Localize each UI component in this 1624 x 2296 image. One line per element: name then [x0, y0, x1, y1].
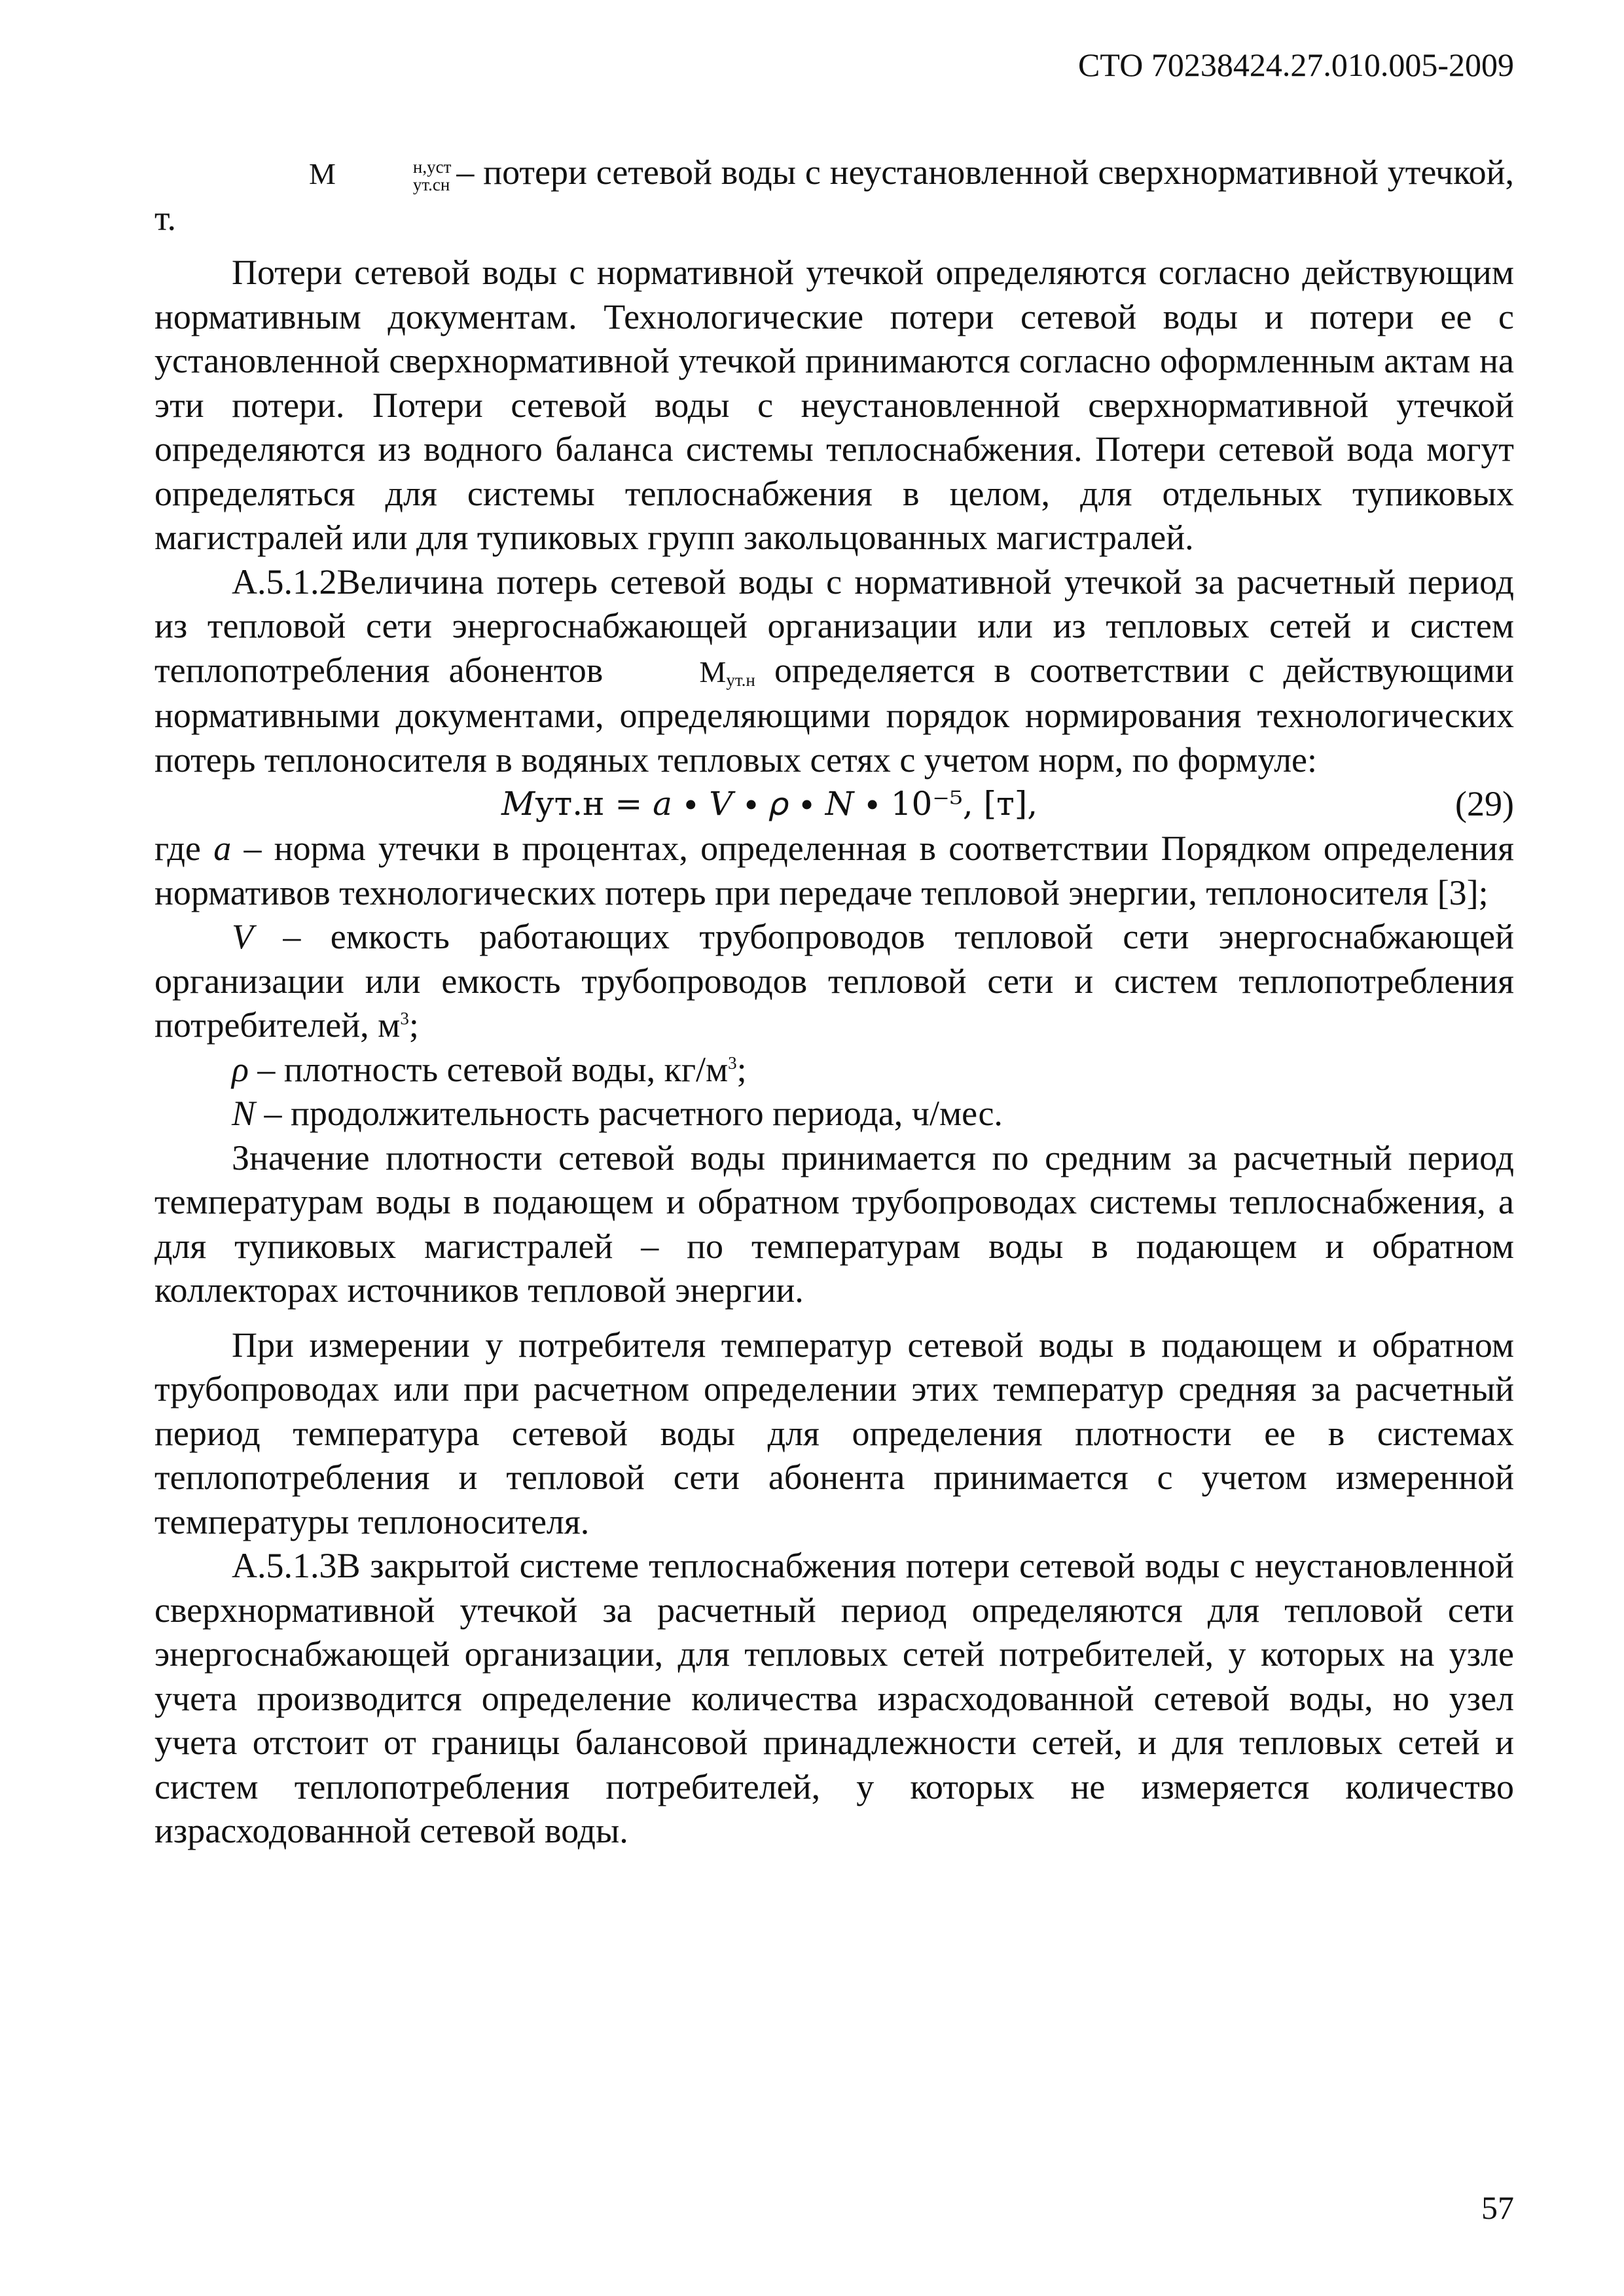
formula-number: (29) [1455, 784, 1514, 823]
cube-superscript: 3 [400, 1009, 409, 1028]
symbol-indices [336, 158, 451, 194]
definition-text: – потери сетевой воды с неустановленной сверхнормативной утечкой, т. [154, 152, 1514, 238]
symbol-m-ut-n [622, 649, 755, 694]
definition-v [154, 915, 1514, 1048]
paragraph-a512-end: определяется в соответствии с действующими нормативными документами, определяющими порядок нормирования технологических потерь теплоносителя в водяных тепловых сетях с учетом норм, по формуле: [154, 650, 1514, 780]
definition-n-text: – продолжительность расчетного периода, ч/мес. [264, 1094, 1003, 1133]
formula-29 [154, 782, 1514, 827]
symbol-base: М [309, 157, 336, 190]
symbol-v: V [232, 917, 253, 956]
symbol-rho: ρ [232, 1049, 249, 1089]
definition-m-ut-sn [154, 151, 1514, 240]
symbol-a: a [213, 829, 232, 868]
where-label: где [154, 829, 201, 868]
paragraph-a512-start: А.5.1.2Величина потерь сетевой воды с нормативной утечкой за расчетный период из тепловой сети энергоснабжающей организации или из тепловых сетей и систем теплопотребления абонентов [154, 562, 1514, 690]
semicolon: ; [736, 1049, 747, 1089]
semicolon: ; [408, 1005, 419, 1045]
definition-a-text: – норма утечки в процентах, определенная в соответствии Порядком определения нормативов технологических потерь при передаче тепловой энергии, теплоносителя [3]; [154, 829, 1515, 912]
paragraph-losses: Потери сетевой воды с нормативной утечкой определяются согласно действующим нормативным документам. Технологические потери сетевой воды и потери ее с установленной сверхнормативной утечкой принимаются согласно оформленным актам на эти потери. Потери сетевой воды с неустановленной сверхнормативной утечкой определяются из водного баланса системы теплоснабжения. Потери сетевой вода могут определяться для системы теплоснабжения в целом, для отдельных тупиковых магистралей или для тупиковых групп закольцованных магистралей. [154, 253, 1514, 557]
symbol-subscript: ут.сн [412, 174, 450, 194]
document-code-header: СТО 70238424.27.010.005-2009 [1078, 46, 1514, 83]
definition-a [154, 827, 1514, 915]
paragraph-a512 [154, 560, 1514, 783]
page-number: 57 [1481, 2189, 1514, 2226]
definition-n [154, 1092, 1514, 1136]
symbol-base: М [699, 655, 727, 689]
paragraph-measurement: При измерении у потребителя температур сетевой воды в подающем и обратном трубопроводах или при расчетном определении этих температур средняя за расчетный период температура сетевой воды для определения плотности ее в системах теплопотребления и тепловой сети абонента принимается с учетом измеренной температуры теплоносителя. [154, 1325, 1514, 1541]
definition-rho-text: – плотность сетевой воды, кг/м [257, 1049, 729, 1089]
paragraph-a513: А.5.1.3В закрытой системе теплоснабжения потери сетевой воды с неустановленной сверхнормативной утечкой за расчетный период определяются для тепловой сети энергоснабжающей организации, для тепловых сетей потребителей, у которых на узле учета производится определение количества израсходованной сетевой воды, но узел учета отстоит от границы балансовой принадлежности сетей, и для тепловых сетей и систем теплопотребления потребителей, у которых не измеряется количество израсходованной сетевой воды. [154, 1546, 1514, 1850]
symbol-subscript: ут.н [726, 670, 755, 690]
symbol-m-ut-sn [232, 151, 456, 196]
definition-rho [154, 1048, 1514, 1092]
symbol-superscript: н,уст [412, 156, 452, 177]
formula-expression: 𝑀ут.н = 𝑎 ∙ 𝑉 ∙ 𝜌 ∙ 𝑁 ∙ 10⁻⁵, [т], [501, 785, 1038, 823]
paragraph-density: Значение плотности сетевой воды принимается по средним за расчетный период температурам воды в подающем и обратном трубопроводах системы теплоснабжения, а для тупиковых магистралей – по температурам воды в подающем и обратном коллекторах источников тепловой энергии. [154, 1138, 1514, 1310]
document-body [154, 151, 1514, 1854]
symbol-n: N [232, 1094, 256, 1133]
cube-superscript: 3 [728, 1052, 737, 1073]
definition-v-text: – емкость работающих трубопроводов тепловой сети энергоснабжающей организации или емкость трубопроводов тепловой сети и систем теплопотребления потребителей, м [154, 917, 1515, 1045]
